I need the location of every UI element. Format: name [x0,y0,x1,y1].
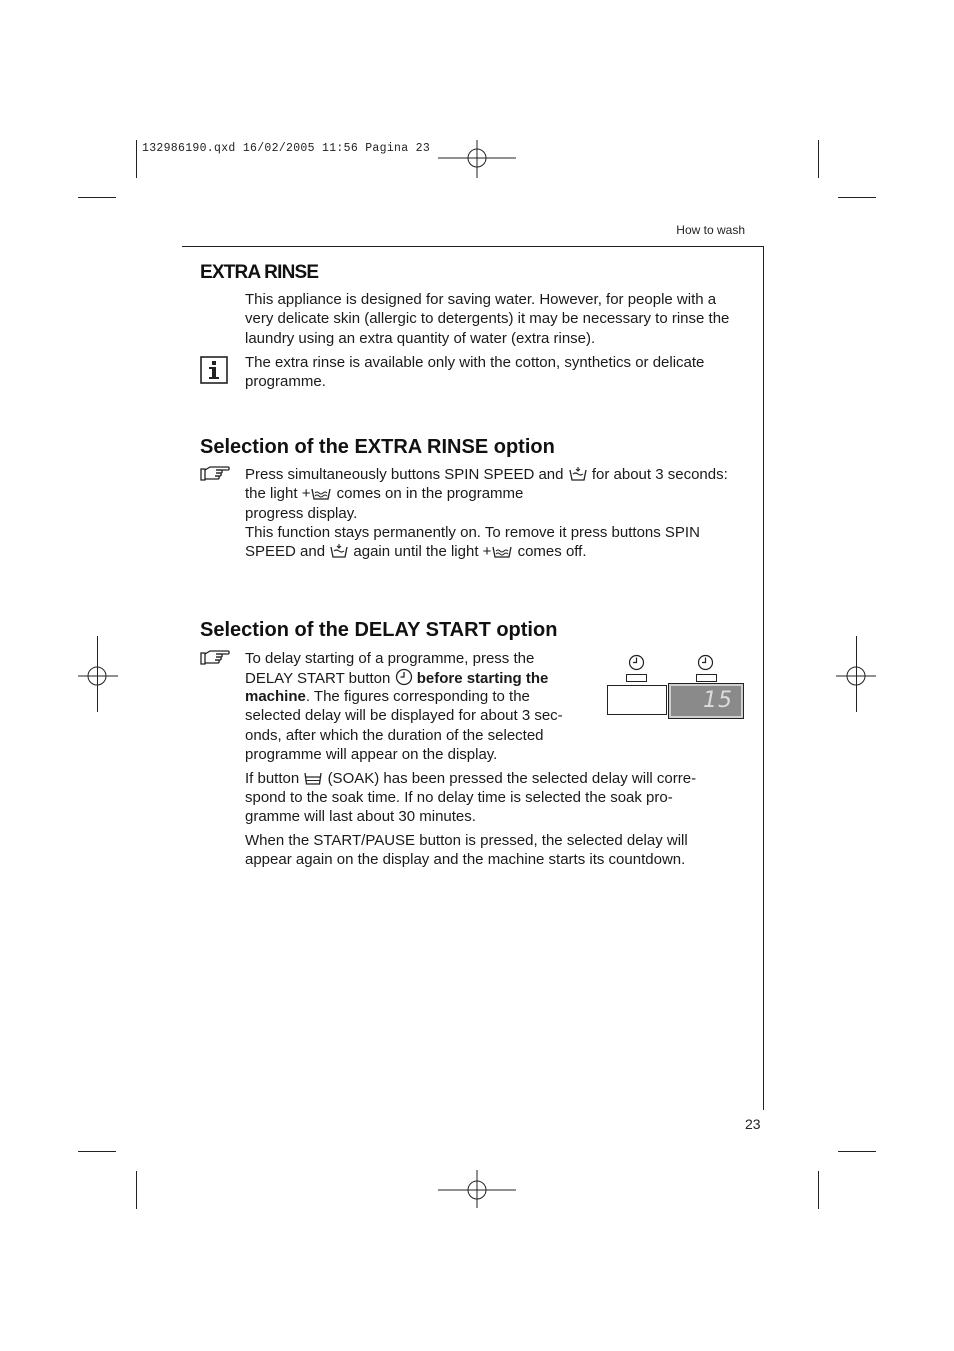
pointing-hand-icon [199,465,231,483]
delay-start-line-3: machine. The figures corresponding to the [245,688,530,705]
start-pause-line-2: appear again on the display and the machine starts its countdown. [245,851,686,868]
running-header: How to wash [676,223,745,237]
registration-mark-bottom [438,1170,516,1210]
indicator-led [696,674,717,682]
delay-start-line-2: DELAY START button before starting the [245,670,549,687]
extra-rinse-step-line-2: the light + comes on in the programme [245,485,524,502]
extra-rinse-selection-title: Selection of the EXTRA RINSE option [200,436,555,458]
extra-rinse-light-icon [310,487,332,501]
start-pause-line-1: When the START/PAUSE button is pressed, the selected delay will [245,832,688,849]
extra-rinse-intro: This appliance is designed for saving water. However, for people with a very delicate skin (allergic to detergents) it may be necessary to rinse the laundry using an extra quantity of water (extra rinse). [245,291,730,347]
control-panel-illustration [600,650,750,722]
registration-mark-right [836,656,876,696]
registration-mark-top [438,130,516,180]
delay-start-line-4: selected delay will be displayed for about 3 sec- [245,707,563,724]
extra-rinse-step-line-5: SPEED and again until the light + comes off. [245,543,587,560]
header-rule [182,246,764,247]
extra-rinse-title: EXTRA RINSE [200,262,319,283]
clock-icon [697,654,714,671]
extra-rinse-light-icon [491,545,513,559]
extra-rinse-step-line-4: This function stays permanently on. To remove it press buttons SPIN [245,524,700,541]
extra-rinse-step-line-3: progress display. [245,505,358,522]
print-slug: 132986190.qxd 16/02/2005 11:56 Pagina 23 [142,142,431,155]
rinse-button-icon [568,466,588,482]
soak-icon [303,770,323,786]
extra-rinse-info-note: The extra rinse is available only with the cotton, synthetics or delicate programme. [245,354,705,391]
clock-icon [395,668,413,686]
extra-rinse-step-line-1: Press simultaneously buttons SPIN SPEED and for about 3 seconds: [245,466,728,483]
delay-start-line-5: onds, after which the duration of the selected [245,727,544,744]
soak-line-2: spond to the soak time. If no delay time is selected the soak pro- [245,789,673,806]
registration-mark-left [78,656,118,696]
soak-line-1: If button (SOAK) has been pressed the selected delay will corre- [245,770,697,787]
delay-start-line-1: To delay starting of a programme, press the [245,650,535,667]
page-number: 23 [745,1116,761,1132]
delay-start-button [607,685,667,715]
panel-display [668,683,744,719]
delay-start-line-6: programme will appear on the display. [245,746,498,763]
indicator-led [626,674,647,682]
right-margin-rule [763,246,764,1110]
display-value: 15 [703,688,733,713]
clock-icon [628,654,645,671]
info-icon [200,356,228,384]
pointing-hand-icon [199,649,231,667]
delay-start-selection-title: Selection of the DELAY START option [200,619,558,641]
rinse-button-icon [329,543,349,559]
soak-line-3: gramme will last about 30 minutes. [245,808,476,825]
